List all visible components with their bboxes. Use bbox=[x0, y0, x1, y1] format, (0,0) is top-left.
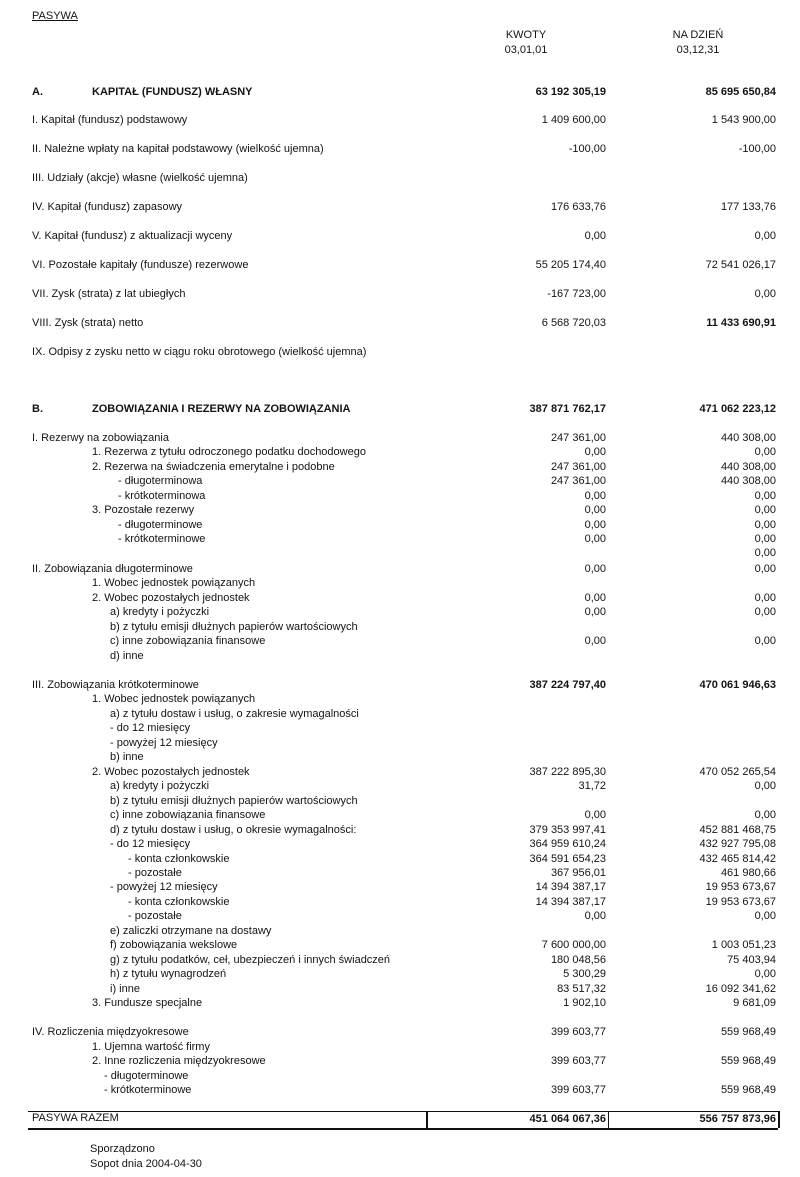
total-divider-1 bbox=[426, 1111, 428, 1128]
section-b-row-label: d) inne bbox=[110, 650, 144, 662]
section-a-row-label: VI. Pozostałe kapitały (fundusze) rezerwowe bbox=[32, 259, 249, 271]
section-b-row-value-start: 5 300,29 bbox=[563, 968, 606, 980]
section-a-row-value-end: 0,00 bbox=[754, 288, 776, 300]
section-a-row-value-start: 1 409 600,00 bbox=[541, 114, 606, 126]
section-b-row-label: - konta członkowskie bbox=[128, 896, 230, 908]
section-b-row-value-start: 0,00 bbox=[584, 519, 606, 531]
section-b-row-label: e) zaliczki otrzymane na dostawy bbox=[110, 925, 272, 937]
section-b-row-label: a) kredyty i pożyczki bbox=[110, 606, 210, 618]
footer-place-date: Sopot dnia 2004-04-30 bbox=[90, 1158, 202, 1170]
section-b-row-value-end: 0,00 bbox=[754, 606, 776, 618]
section-b-row-value-start: 0,00 bbox=[584, 533, 606, 545]
section-b-row-label: a) z tytułu dostaw i usług, o zakresie wymagalności bbox=[110, 708, 359, 720]
section-a-row-value-start: 55 205 174,40 bbox=[535, 259, 606, 271]
section-b-row-value-end: 452 881 468,75 bbox=[699, 824, 776, 836]
section-b-row-value-start: 0,00 bbox=[584, 563, 606, 575]
section-b-row-label: b) z tytułu emisji dłużnych papierów wartościowych bbox=[110, 621, 358, 633]
total-divider-3 bbox=[778, 1111, 780, 1128]
footer-prepared: Sporządzono bbox=[90, 1143, 155, 1155]
section-b-row-label: - krótkoterminowa bbox=[118, 490, 206, 502]
column-header-date bbox=[628, 28, 768, 58]
section-b-value-end: 471 062 223,12 bbox=[699, 403, 776, 415]
section-b-row-label: 2. Rezerwa na świadczenia emerytalne i podobne bbox=[92, 461, 335, 473]
section-b-row-value-end: 461 980,66 bbox=[720, 867, 776, 879]
section-b-row-value-end: 440 308,00 bbox=[720, 432, 776, 444]
section-b-row-value-start: 399 603,77 bbox=[550, 1055, 606, 1067]
section-b-row-value-start: 387 222 895,30 bbox=[529, 766, 606, 778]
section-b-row-value-start: 247 361,00 bbox=[550, 432, 606, 444]
section-b-row-value-end: 432 927 795,08 bbox=[699, 838, 776, 850]
section-a-row-value-start: -167 723,00 bbox=[547, 288, 606, 300]
section-b-row-value-start: 0,00 bbox=[584, 490, 606, 502]
section-b-title: ZOBOWIĄZANIA I REZERWY NA ZOBOWIĄZANIA bbox=[92, 403, 351, 415]
column-header-amounts-line2: 03,01,01 bbox=[504, 44, 548, 56]
total-label: PASYWA RAZEM bbox=[32, 1112, 119, 1124]
section-a-letter: A. bbox=[32, 86, 43, 98]
section-b-row-label: i) inne bbox=[110, 983, 140, 995]
section-a-row-value-end: 177 133,76 bbox=[720, 201, 776, 213]
column-header-amounts bbox=[456, 28, 596, 58]
section-b-row-value-start: 7 600 000,00 bbox=[541, 939, 606, 951]
section-b-row-value-start: 0,00 bbox=[584, 592, 606, 604]
section-b-row-value-end: 0,00 bbox=[754, 533, 776, 545]
section-b-row-value-start: 180 048,56 bbox=[550, 954, 606, 966]
section-b-row-value-start: 14 394 387,17 bbox=[535, 881, 606, 893]
section-a-row-value-start: 0,00 bbox=[584, 230, 606, 242]
section-b-row-label: 1. Wobec jednostek powiązanych bbox=[92, 693, 256, 705]
section-b-row-value-start: 387 224 797,40 bbox=[529, 679, 606, 691]
section-b-row-value-end: 0,00 bbox=[754, 519, 776, 531]
section-a-row-value-end: 11 433 690,91 bbox=[706, 317, 776, 329]
section-b-row-label: - długoterminowa bbox=[118, 475, 203, 487]
section-b-row-value-start: 367 956,01 bbox=[550, 867, 606, 879]
total-row bbox=[28, 1111, 778, 1130]
section-b-letter: B. bbox=[32, 403, 43, 415]
section-b-row-value-end: 0,00 bbox=[754, 910, 776, 922]
section-b-row-label: - długoterminowe bbox=[118, 519, 203, 531]
section-b-row-value-start: 247 361,00 bbox=[550, 461, 606, 473]
section-b-row-label: - konta członkowskie bbox=[128, 853, 230, 865]
section-b-row-value-start: 0,00 bbox=[584, 504, 606, 516]
total-value-end: 556 757 873,96 bbox=[699, 1113, 776, 1125]
section-b-row-label: c) inne zobowiązania finansowe bbox=[110, 809, 266, 821]
section-b-row-value-start: 364 591 654,23 bbox=[529, 853, 606, 865]
section-a-row-value-start: 176 633,76 bbox=[550, 201, 606, 213]
section-b-row-label: I. Rezerwy na zobowiązania bbox=[32, 432, 169, 444]
section-b-row-label: b) z tytułu emisji dłużnych papierów wartościowych bbox=[110, 795, 358, 807]
section-b-row-label: II. Zobowiązania długoterminowe bbox=[32, 563, 193, 575]
section-b-row-value-end: 440 308,00 bbox=[720, 461, 776, 473]
section-a-row-value-start: 6 568 720,03 bbox=[541, 317, 606, 329]
section-a-row-value-end: 1 543 900,00 bbox=[711, 114, 776, 126]
section-b-row-value-end: 0,00 bbox=[754, 592, 776, 604]
section-b-row-label: - długoterminowe bbox=[104, 1070, 189, 1082]
section-b-row-label: 1. Wobec jednostek powiązanych bbox=[92, 577, 256, 589]
section-b-row-label: IV. Rozliczenia międzyokresowe bbox=[32, 1026, 189, 1038]
section-a-row-value-end: -100,00 bbox=[738, 143, 776, 155]
section-b-row-value-end: 559 968,49 bbox=[720, 1026, 776, 1038]
section-b-row-value-start: 0,00 bbox=[584, 446, 606, 458]
section-b-row-value-end: 0,00 bbox=[754, 490, 776, 502]
section-b-row-value-end: 559 968,49 bbox=[720, 1084, 776, 1096]
section-b-row-value-end: 470 061 946,63 bbox=[699, 679, 776, 691]
section-a-title: KAPITAŁ (FUNDUSZ) WŁASNY bbox=[92, 86, 253, 98]
section-b-value-start: 387 871 762,17 bbox=[529, 403, 606, 415]
section-b-row-value-end: 1 003 051,23 bbox=[711, 939, 776, 951]
section-b-row-label: - do 12 miesięcy bbox=[110, 838, 191, 850]
section-b-row-value-end: 19 953 673,67 bbox=[705, 896, 776, 908]
section-b-row-label: h) z tytułu wynagrodzeń bbox=[110, 968, 227, 980]
section-a-row-value-end: 0,00 bbox=[754, 230, 776, 242]
section-b-row-value-start: 0,00 bbox=[584, 635, 606, 647]
section-b-row-label: - krótkoterminowe bbox=[118, 533, 206, 545]
section-a-row-label: VII. Zysk (strata) z lat ubiegłych bbox=[32, 288, 186, 300]
section-b-row-label: 2. Wobec pozostałych jednostek bbox=[92, 592, 250, 604]
section-b-row-label: 1. Rezerwa z tytułu odroczonego podatku dochodowego bbox=[92, 446, 366, 458]
section-b-row-value-end: 0,00 bbox=[754, 446, 776, 458]
section-b-row-label: 3. Pozostałe rezerwy bbox=[92, 504, 195, 516]
section-b-row-value-start: 0,00 bbox=[584, 809, 606, 821]
section-b-row-value-end: 0,00 bbox=[754, 809, 776, 821]
section-b-row-value-end: 440 308,00 bbox=[720, 475, 776, 487]
section-b-row-value-start: 247 361,00 bbox=[550, 475, 606, 487]
column-header-amounts-line1: KWOTY bbox=[505, 29, 547, 41]
section-b-row-value-start: 0,00 bbox=[584, 606, 606, 618]
section-b-row-label: - do 12 miesięcy bbox=[110, 722, 191, 734]
section-b-row-value-end: 0,00 bbox=[754, 968, 776, 980]
section-b-row-value-end: 0,00 bbox=[754, 635, 776, 647]
section-b-row-label: 1. Ujemna wartość firmy bbox=[92, 1041, 210, 1053]
section-b-row-value-start: 399 603,77 bbox=[550, 1084, 606, 1096]
column-header-date-line1: NA DZIEŃ bbox=[672, 29, 724, 41]
section-b-row-value-start: 83 517,32 bbox=[557, 983, 606, 995]
section-b-row-label: - powyżej 12 miesięcy bbox=[110, 737, 218, 749]
page-title: PASYWA bbox=[32, 10, 78, 22]
total-divider-2 bbox=[608, 1111, 609, 1128]
section-b-row-value-end: 559 968,49 bbox=[720, 1055, 776, 1067]
section-b-row-label: a) kredyty i pożyczki bbox=[110, 780, 210, 792]
total-value-start: 451 064 067,36 bbox=[529, 1113, 606, 1125]
section-b-row-label: f) zobowiązania wekslowe bbox=[110, 939, 238, 951]
section-b-row-label: - powyżej 12 miesięcy bbox=[110, 881, 218, 893]
section-b-row-label: b) inne bbox=[110, 751, 144, 763]
section-a-row-label: IV. Kapitał (fundusz) zapasowy bbox=[32, 201, 183, 213]
section-b-row-value-end: 19 953 673,67 bbox=[705, 881, 776, 893]
section-b-row-label: 3. Fundusze specjalne bbox=[92, 997, 203, 1009]
section-b-row-label: - krótkoterminowe bbox=[104, 1084, 192, 1096]
section-b-row-label: III. Zobowiązania krótkoterminowe bbox=[32, 679, 199, 691]
section-b-row-label: - pozostałe bbox=[128, 867, 182, 879]
section-a-value-start: 63 192 305,19 bbox=[535, 86, 606, 98]
section-b-row-value-end: 0,00 bbox=[754, 780, 776, 792]
section-b-row-value-start: 399 603,77 bbox=[550, 1026, 606, 1038]
section-b-row-label: c) inne zobowiązania finansowe bbox=[110, 635, 266, 647]
section-b-row-label: g) z tytułu podatków, ceł, ubezpieczeń i innych świadczeń bbox=[110, 954, 391, 966]
section-b-row-value-start: 0,00 bbox=[584, 910, 606, 922]
section-b-row-value-end: 9 681,09 bbox=[733, 997, 776, 1009]
section-b-row-label: 2. Wobec pozostałych jednostek bbox=[92, 766, 250, 778]
section-a-row-label: IX. Odpisy z zysku netto w ciągu roku obrotowego (wielkość ujemna) bbox=[32, 346, 367, 358]
section-b-row-value-end: 16 092 341,62 bbox=[705, 983, 776, 995]
section-b-row-value-end: 0,00 bbox=[754, 504, 776, 516]
section-a-row-value-end: 72 541 026,17 bbox=[705, 259, 776, 271]
section-a-row-label: III. Udziały (akcje) własne (wielkość ujemna) bbox=[32, 172, 248, 184]
section-a-row-label: V. Kapitał (fundusz) z aktualizacji wyceny bbox=[32, 230, 233, 242]
section-a-value-end: 85 695 650,84 bbox=[705, 86, 776, 98]
section-b-row-label: - pozostałe bbox=[128, 910, 182, 922]
section-a-row-label: I. Kapitał (fundusz) podstawowy bbox=[32, 114, 188, 126]
section-b-row-value-start: 31,72 bbox=[578, 780, 606, 792]
section-b-row-value-end: 75 403,94 bbox=[727, 954, 776, 966]
column-header-date-line2: 03,12,31 bbox=[676, 44, 720, 56]
section-b-row-label: d) z tytułu dostaw i usług, o okresie wymagalności: bbox=[110, 824, 357, 836]
section-b-row-label: 2. Inne rozliczenia międzyokresowe bbox=[92, 1055, 266, 1067]
section-b-row-value-end: 0,00 bbox=[754, 563, 776, 575]
section-a-row-value-start: -100,00 bbox=[568, 143, 606, 155]
section-a-row-label: II. Należne wpłaty na kapitał podstawowy (wielkość ujemna) bbox=[32, 143, 324, 155]
section-a-row-label: VIII. Zysk (strata) netto bbox=[32, 317, 144, 329]
section-b-row-value-end: 470 052 265,54 bbox=[699, 766, 776, 778]
section-b-row-value-end: 432 465 814,42 bbox=[699, 853, 776, 865]
section-b-row-value-start: 14 394 387,17 bbox=[535, 896, 606, 908]
section-b-row-value-end: 0,00 bbox=[754, 547, 776, 559]
section-b-row-value-start: 364 959 610,24 bbox=[529, 838, 606, 850]
section-b-row-value-start: 379 353 997,41 bbox=[529, 824, 606, 836]
section-b-row-value-start: 1 902,10 bbox=[563, 997, 606, 1009]
